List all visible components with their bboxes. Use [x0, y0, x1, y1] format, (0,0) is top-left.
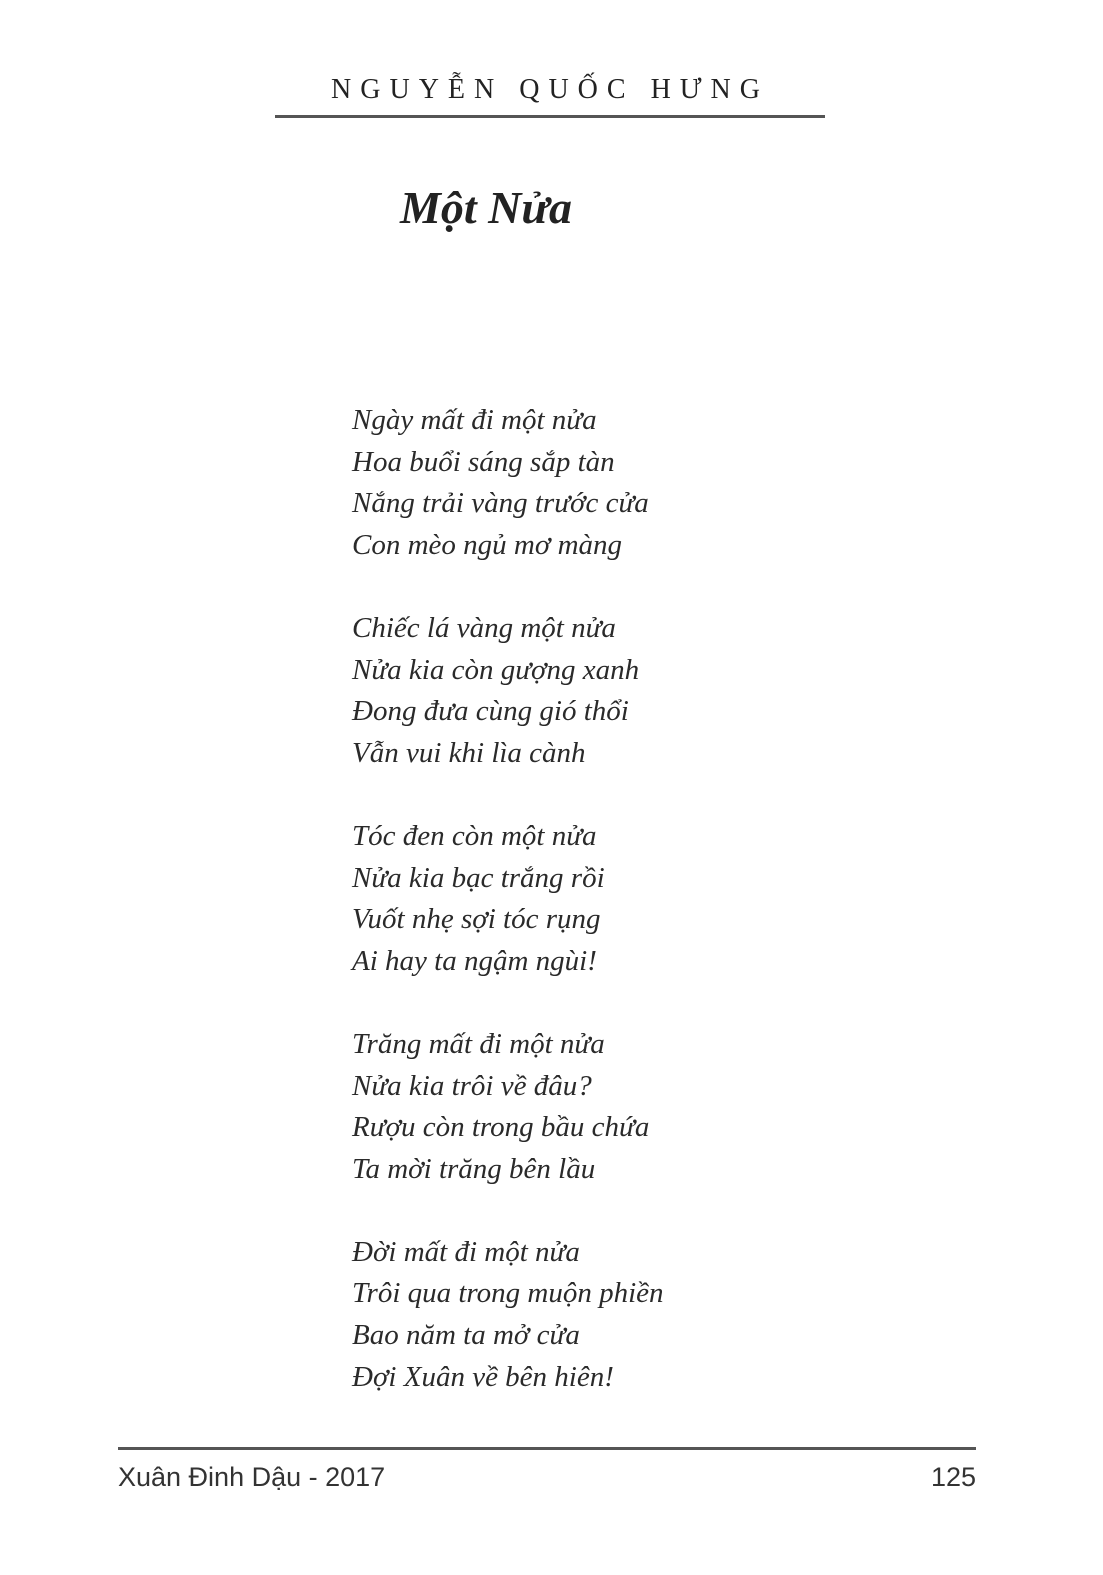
poem-line: Tóc đen còn một nửa [352, 819, 597, 852]
footer-divider [118, 1447, 976, 1450]
poem-line: Nắng trải vàng trước cửa [352, 487, 649, 520]
poem-line: Vẫn vui khi lìa cành [352, 736, 586, 769]
poem-line: Trôi qua trong muộn phiền [352, 1277, 664, 1310]
poem-line: Nửa kia trôi về đâu? [352, 1069, 592, 1102]
poem-line: Chiếc lá vàng một nửa [352, 611, 616, 644]
poem-line: Rượu còn trong bầu chứa [352, 1111, 650, 1144]
stanza-3 [352, 816, 664, 982]
poem-line: Ta mời trăng bên lầu [352, 1152, 596, 1185]
poem-line: Nửa kia bạc trắng rồi [352, 861, 605, 894]
poem-line: Vuốt nhẹ sợi tóc rụng [352, 903, 601, 936]
publication-label: Xuân Đinh Dậu - 2017 [118, 1462, 386, 1492]
poem-body [352, 400, 664, 1398]
stanza-4 [352, 1024, 664, 1190]
poem-line: Trăng mất đi một nửa [352, 1027, 605, 1060]
poem-line: Hoa buổi sáng sắp tàn [352, 445, 615, 478]
poem-line: Đong đưa cùng gió thổi [352, 695, 629, 728]
poem-line: Nửa kia còn gượng xanh [352, 653, 640, 686]
poem-line: Ngày mất đi một nửa [352, 404, 597, 436]
poem-line: Con mèo ngủ mơ màng [352, 528, 623, 561]
stanza-5 [352, 1232, 664, 1398]
header-divider [275, 115, 825, 118]
poem-line: Ai hay ta ngậm ngùi! [352, 944, 597, 977]
poem-line: Đời mất đi một nửa [352, 1235, 580, 1268]
stanza-1 [352, 400, 664, 566]
poem-title: Một Nửa [400, 182, 572, 233]
page-number: 125 [930, 1462, 976, 1492]
poem-line: Bao năm ta mở cửa [352, 1319, 580, 1352]
poem-line: Đợi Xuân về bên hiên! [352, 1360, 614, 1393]
stanza-2 [352, 608, 664, 774]
author-header: NGUYỄN QUỐC HƯNG [331, 74, 769, 105]
